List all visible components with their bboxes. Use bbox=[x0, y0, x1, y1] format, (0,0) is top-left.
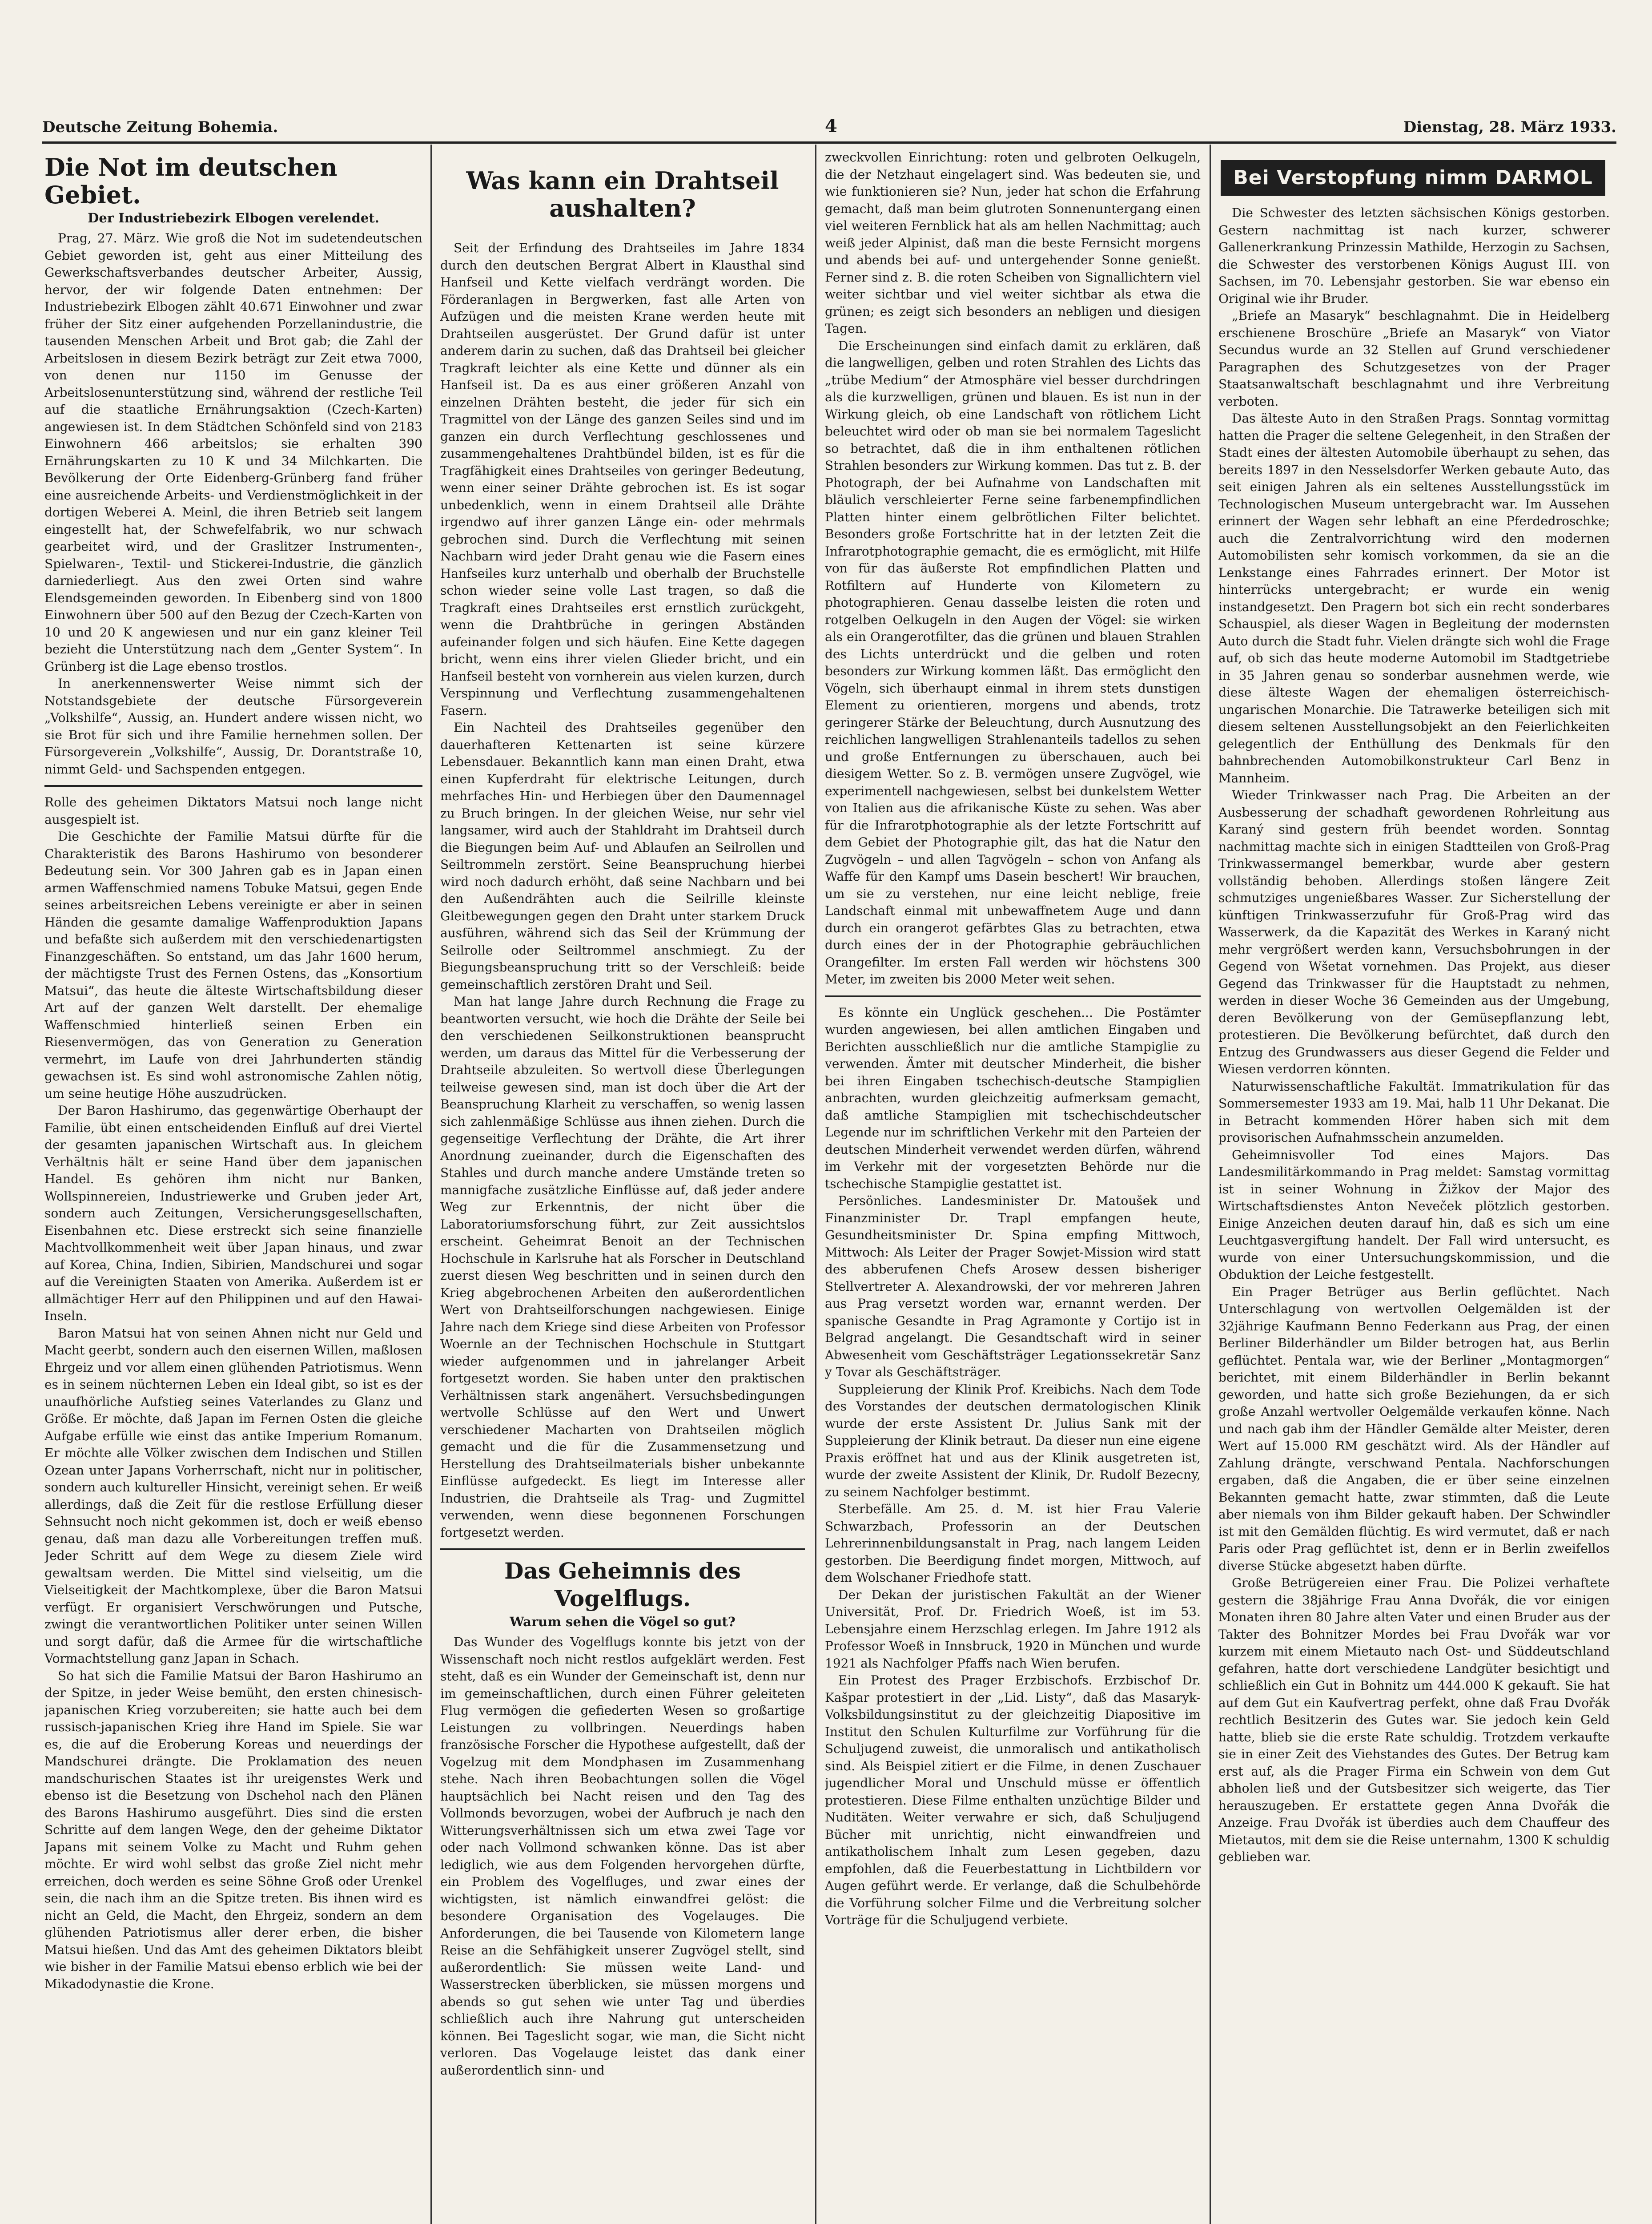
page-number: 4 bbox=[825, 116, 837, 137]
column-4 bbox=[1218, 149, 1610, 2224]
article-paragraph: zweckvollen Einrichtung: roten und gelbroten Oelkugeln, die der Netzhaut eingelagert sind. Was bedeuten sie, und wie funktionieren sie? Nun, jeder hat schon die Erfahrung gemacht, daß man beim glutroten Sonnenuntergang einen viel weiteren Fernblick hat als am hellen Nachmittag; auch weiß jeder Alpinist, daß man die beste Fernsicht morgens und abends bei auf- und untergehender Sonne genießt. Ferner sind z. B. die roten Scheiben von Signallichtern viel weiter sichtbar und viel weiter sichtbar als etwa die grünen; es zeigt sich besonders an nebligen und diesigen Tagen. bbox=[825, 150, 1201, 336]
news-item: Sterbefälle. Am 25. d. M. ist hier Frau Valerie Schwarzbach, Professorin an der Deutschen Lehrerinnenbildungsanstalt in Prag, nach langem Leiden gestorben. Die Beerdigung findet morgen, Mittwoch, auf dem Wolschaner Friedhofe statt. bbox=[825, 1502, 1201, 1585]
article-paragraph: Ein Nachteil des Drahtseiles gegenüber den dauerhafteren Kettenarten ist seine kürzere Lebensdauer. Bekanntlich kann man einen Draht, etwa einen Kupferdraht für elektrische Leitungen, durch mehrfaches Hin- und Herbiegen über den Daumennagel zu Bruch bringen. In der gleichen Weise, nur sehr viel langsamer, wird auch der Stahldraht im Drahtseil durch die Biegungen beim Auf- und Ablaufen an Seilrollen und Seiltrommeln zerstört. Seine Beanspruchung hierbei wird noch dadurch erhöht, daß seine Nachbarn und bei den Außendrähten auch die Seilrille kleinste Gleitbewegungen gegen den Draht unter starkem Druck ausführen, während sich das Seil der Krümmung der Seilrolle oder Seiltrommel anschmiegt. Zu der Biegungsbeanspruchung tritt so der Verschleiß: beide gemeinschaftlich zerstören Draht und Seil. bbox=[440, 720, 805, 992]
news-item: Persönliches. Landesminister Dr. Matoušek und Finanzminister Dr. Trapl empfangen heute, Gesundheitsminister Dr. Spina empfing Mittwoch, Mittwoch: Als Leiter der Prager Sowjet-Mission wird statt des abberufenen Chefs Arosew dessen bisheriger Stellvertreter A. Alexandrowski, der vor mehreren Jahren aus Prag versetzt worden war, ernannt werden. Der spanische Gesandte in Prag Agramonte y Cortijo ist in Belgrad angelangt. Die Gesandtschaft wird in seiner Abwesenheit vom Geschäftsträger Legationssekretär Sanz y Tovar als Geschäftsträger. bbox=[825, 1193, 1201, 1379]
newspaper-name: Deutsche Zeitung Bohemia. bbox=[42, 118, 278, 136]
article-paragraph: Prag, 27. März. Wie groß die Not im sudetendeutschen Gebiet geworden ist, geht aus einer Mitteilung des Gewerkschaftsverbandes deutscher Arbeiter, Aussig, hervor, der wir folgende Daten entnehmen: Der Industriebezirk Elbogen zählt 40.671 Einwohner und zwar früher der Sitz einer aufgehenden Porzellanindustrie, die tausenden Menschen Arbeit und Brot gab; die Zahl der Arbeitslosen in diesem Bezirk beträgt zur Zeit etwa 7000, von denen nur 1150 im Genusse der Arbeitslosenunterstützung sind, während der restliche Teil auf die staatliche Ernährungsaktion (Czech-Karten) angewiesen ist. In dem Städtchen Schönfeld sind von 2183 Einwohnern 466 arbeitslos; sie erhalten 390 Ernährungskarten zu 10 K und 34 Milchkarten. Die Bevölkerung der Orte Eidenberg-Grünberg fand früher eine ausreichende Arbeits- und Verdienstmöglichkeit in der dortigen Weberei A. Meinl, die ihren Betrieb seit langem eingestellt hat, der Schwefelfabrik, wo nur schwach gearbeitet wird, und der Graslitzer Instrumenten-, Spielwaren-, Textil- und Stickerei-Industrie, die gänzlich darniederliegt. Aus den zwei Orten sind wahre Elendsgemeinden geworden. In Eibenberg sind von 1800 Einwohnern über 500 auf den Bezug der Czech-Karten von 10 und 20 K angewiesen und nur ein ganz kleiner Teil bezieht die Unterstützung nach dem „Genter System“. In Grünberg ist die Lage ebenso trostlos. bbox=[44, 231, 422, 674]
article-paragraph: Baron Matsui hat von seinen Ahnen nicht nur Geld und Macht geerbt, sondern auch den eisernen Willen, maßlosen Ehrgeiz und vor allem einen glühenden Patriotismus. Wenn es in seinem nüchternen Leben ein Ideal gibt, so ist es der unaufhörliche Aufstieg seines Vaterlandes zu Glanz und Größe. Er möchte, daß Japan im Fernen Osten die gleiche Aufgabe erfülle wie einst das antike Imperium Romanum. Er möchte alle Völker zwischen dem Indischen und Stillen Ozean unter Japans Vorherrschaft, nicht nur in politischer, sondern auch kultureller Hinsicht, vereinigt sehen. Er weiß allerdings, daß die Zeit für die restlose Erfüllung dieser Sehnsucht noch nicht gekommen ist, doch er weiß ebenso genau, daß man dazu alle Vorbereitungen treffen muß. Jeder Schritt auf dem Wege zu diesem Ziele wird gewaltsam werden. Die Mittel sind vielseitig, um die Vielseitigkeit der Machtkomplexe, über die Baron Matsui verfügt. Er organisiert Verschwörungen und Putsche, zwingt die verantwortlichen Politiker unter seinen Willen und sorgt dafür, daß die Armee für die wirtschaftliche Vormachtstellung ganz Japan in Schach. bbox=[44, 1326, 422, 1666]
article-paragraph: Rolle des geheimen Diktators Matsui noch lange nicht ausgespielt ist. bbox=[44, 795, 422, 827]
column-rule bbox=[1210, 145, 1211, 2224]
news-item: Naturwissenschaftliche Fakultät. Immatrikulation für das Sommersemester 1933 am 19. Mai, halb 11 Uhr Dekanat. Die in Betracht kommenden Hörer haben sich mit dem provisorischen Aufnahmsschein anzumelden. bbox=[1218, 1079, 1610, 1145]
news-item: Es könnte ein Unglück geschehen... Die Postämter wurden angewiesen, bei allen amtlichen Eingaben und Berichten ausschließlich nur die amtliche Stampiglie zu verwenden. Ämter mit deutscher Minderheit, die bisher bei ihren Eingaben tschechisch-deutsche Stampiglien anbrachten, wurden gleichzeitig aufmerksam gemacht, daß amtliche Stampiglien mit tschechischdeutscher Legende nur im schriftlichen Verkehr mit den Parteien der deutschen Minderheit verwendet werden dürfen, während im Verkehr mit der vorgesetzten Behörde nur die tschechische Stampiglie gestattet ist. bbox=[825, 1005, 1201, 1191]
article-paragraph: In anerkennenswerter Weise nimmt sich der Notstandsgebiete der deutsche Fürsorgeverein „Volkshilfe“, Aussig, an. Hundert andere wissen nicht, wo sie Brot für sich und ihre Familie hernehmen sollen. Der Fürsorgeverein „Volkshilfe“, Aussig, Dr. Dorantstraße 10, nimmt Geld- und Sachspenden entgegen. bbox=[44, 676, 422, 777]
news-item: Große Betrügereien einer Frau. Die Polizei verhaftete gestern die 38jährige Frau Anna Dvořák, die vor einigen Monaten ihren 80 Jahre alten Vater und einen Bruder aus der Takter des Bohnitzer Mordes bei Frau Dvořák war vor kurzem mit einem Mietauto nach Ost- und Süddeutschland gefahren, hatte dort verschiedene Landgüter besichtigt und schließlich ein Gut in Bohnitz um 444.000 K gekauft. Sie hat auf dem Gut ein Kaufvertrag perfekt, ohne daß Frau Dvořák rechtlich Besitzerin des Gutes war. Sie jedoch kein Geld hatte, blieb sie die erste Rate schuldig. Trotzdem verkaufte sie in einer Zeit des Viehstandes des Gutes. Der Betrug kam erst auf, als die Prager Firma ein Schwein von dem Gut abholen ließ und der Gutsbesitzer sich weigerte, das Tier herauszugeben. Er erstattete gegen Anna Dvořák die Anzeige. Frau Dvořák ist überdies auch dem Chauffeur des Mietautos, mit dem sie die Reise unternahm, 1300 K schuldig geblieben war. bbox=[1218, 1575, 1610, 1864]
news-item: Das älteste Auto in den Straßen Prags. Sonntag vormittag hatten die Prager die seltene Gelegenheit, in den Straßen der Stadt eines der ältesten Automobile überhaupt zu sehen, das bereits 1897 in den Nesselsdorfer Werken gebaute Auto, das seit einigen Jahren als ein seltenes Ausstellungsstück im Technologischen Museum untergebracht war. Im Aussehen erinnert der Wagen sehr lebhaft an eine Pferdedroschke; auch die Zentralvorrichtung wird den modernen Automobilisten sehr komisch vorkommen, da sie an die Lenkstange eines Fahrrades erinnert. Der Motor ist hinterrücks untergebracht; er wurde ein wenig instandgesetzt. Den Pragern bot sich ein recht sonderbares Schauspiel, als dieser Wagen in Begleitung der modernsten Auto durch die Stadt fuhr. Vielen drängte sich wohl die Frage auf, ob sich das heute moderne Automobil im Stadtgetriebe in 35 Jahren genau so sonderbar ausnehmen werde, wie diese älteste Wagen der ehemaligen österreichisch-ungarischen Monarchie. Die Tatrawerke beteiligen sich mit diesem seltenen Ausstellungsobjekt an den Feierlichkeiten gelegentlich der Enthüllung des Denkmals für den bahnbrechenden Automobilkonstrukteur Carl Benz in Mannheim. bbox=[1218, 411, 1610, 786]
article-paragraph: Man hat lange Jahre durch Rechnung die Frage zu beantworten versucht, wie hoch die Drähte der Seile bei den verschiedenen Seilkonstruktionen beansprucht werden, um daraus das Mittel für die Verbesserung der Drahtseile abzuleiten. So wertvoll diese Überlegungen teilweise gewesen sind, man ist doch über die Art der Beanspruchung Klarheit zu verschaffen, so wenig lassen sich zahlenmäßige Schlüsse aus ihnen ziehen. Durch die gegenseitige Verflechtung der Drähte, die Art ihrer Anordnung zueinander, durch die Eigenschaften des Stahles und durch manche andere Umstände treten so mannigfache zusätzliche Einflüsse auf, daß jeder andere Weg zur Erkenntnis, der nicht über die Laboratoriumsforschung führt, zur Zeit aussichtslos erscheint. Geheimrat Benoit an der Technischen Hochschule in Karlsruhe hat als Forscher in Deutschland zuerst diesen Weg beschritten und in seinen durch den Krieg abgebrochenen Arbeiten den außerordentlichen Wert von Drahtseilforschungen nachgewiesen. Einige Jahre nach dem Kriege sind diese Arbeiten von Professor Woernle an der Technischen Hochschule in Stuttgart wieder aufgenommen und in jahrelanger Arbeit fortgesetzt worden. Sie haben unter den praktischen Verhältnissen stark angenähert. Versuchsbedingungen wertvolle Schlüsse auf den Wert und Unwert verschiedener Macharten von Drahtseilen möglich gemacht und die für die Zusammensetzung und Herstellung des Drahtseilmaterials bisher unbekannte Einflüsse aufgedeckt. Es liegt im Interesse aller Industrien, die Drahtseile als Trag- und Zugmittel verwenden, wenn diese begonnenen Forschungen fortgesetzt werden. bbox=[440, 994, 805, 1540]
column-2 bbox=[440, 149, 805, 2224]
article-paragraph: Die Geschichte der Familie Matsui dürfte für die Charakteristik des Barons Hashirumo von besonderer Bedeutung sein. Vor 300 Jahren gab es in Japan einen armen Waffenschmied namens Tobuke Matsui, gegen Ende seines arbeitsreichen Lebens vereinigte er aber in seinen Händen die gesamte damalige Waffenproduktion Japans und befaßte sich außerdem mit den verschiedenartigsten Finanzgeschäften. So entstand, um das Jahr 1600 herum, der mächtigste Trust des Fernen Ostens, das „Konsortium Matsui“, das heute die älteste Wirtschaftsbildung dieser Art auf der ganzen Welt darstellt. Der ehemalige Waffenschmied hinterließ seinen Erben ein Riesenvermögen, das von Generation zu Generation vermehrt, im Laufe von drei Jahrhunderten ständig gewachsen ist. Es sind wohl astronomische Zahlen nötig, um seine heutige Höhe auszudrücken. bbox=[44, 829, 422, 1101]
article-separator bbox=[44, 785, 422, 787]
article-paragraph: So hat sich die Familie Matsui der Baron Hashirumo an der Spitze, in jeder Weise bemüht, den ersten chinesisch-japanischen Krieg vorzubereiten; sie hatte auch bei dem russisch-japanischen Krieg ihre Hand im Spiele. Sie war es, die auf die Eroberung Koreas und neuerdings der Mandschurei drängte. Die Proklamation des neuen mandschurischen Staates ist ihr ureigenstes Werk und ebenso ist die Besetzung von Dschehol nach den Plänen des Barons Hashirumo ausgeführt. Dies sind die ersten Schritte auf dem langen Wege, den der geheime Diktator Japans mit seinem Volke zu Macht und Ruhm gehen möchte. Er wird wohl selbst das große Ziel nicht mehr erreichen, doch werden es seine Söhne Groß oder Urenkel sein, die nach ihm an die Spitze treten. Bis ihnen wird es nicht an Geld, die Macht, den Ehrgeiz, sondern an dem glühenden Patriotismus aller derer erben, die bisher Matsui hießen. Und das Amt des geheimen Diktators bleibt wie bisher in der Familie Matsui ebenso erblich wie bei der Mikadodynastie die Krone. bbox=[44, 1668, 422, 1991]
news-item: Suppleierung der Klinik Prof. Kreibichs. Nach dem Tode des Vorstandes der deutschen dermatologischen Klinik wurde der erste Assistent Dr. Julius Sank mit der Suppleierung der Klinik betraut. Da dieser nun eine eigene Praxis eröffnet hat und aus der Klinik ausgetreten ist, wurde der zweite Assistent der Klinik, Dr. Rudolf Bezecny, zu seinem Nachfolger bestimmt. bbox=[825, 1382, 1201, 1499]
news-item: Der Dekan der juristischen Fakultät an der Wiener Universität, Prof. Dr. Friedrich Woeß, ist im 53. Lebensjahre einem Herzschlag erlegen. Im Jahre 1912 als Professor Woeß in Innsbruck, 1920 in München und wurde 1921 als Nachfolger Pfaffs nach Wien berufen. bbox=[825, 1587, 1201, 1671]
news-item: „Briefe an Masaryk“ beschlagnahmt. Die in Heidelberg erschienene Broschüre „Briefe an Masaryk“ von Viator Secundus wurde an 32 Stellen auf Grund verschiedener Paragraphen des Schutzgesetzes von der Prager Staatsanwaltschaft beschlagnahmt und ihre Verbreitung verboten. bbox=[1218, 308, 1610, 409]
news-item: Ein Prager Betrüger aus Berlin geflüchtet. Nach Unterschlagung von wertvollen Oelgemälden ist der 32jährige Kaufmann Benno Federkann aus Prag, der einen Berliner Bilderhändler um Bilder betrogen hat, aus Berlin geflüchtet. Pentala war, wie der Berliner „Montagmorgen“ berichtet, mit einem Bilderhändler in Berlin bekannt geworden, und hatte sich große Beziehungen, da er sich große Anzahl wertvoller Oelgemälde verkaufen könne. Nach und nach gab ihm der Händler Gemälde alter Meister, deren Wert auf 15.000 RM geschätzt wird. Als der Händler auf Zahlung drängte, verschwand Pentala. Nachforschungen ergaben, daß die Angaben, die er über seine einzelnen Bekannten gemacht hatte, zwar stimmten, daß die Leute aber niemals von ihm Bilder gekauft haben. Der Schwindler ist mit den Gemälden flüchtig. Es wird vermutet, daß er nach Paris oder Prag geflüchtet ist, denn er in Berlin zweifellos diverse Stücke abgesetzt haben dürfte. bbox=[1218, 1284, 1610, 1573]
article-paragraph: Die Erscheinungen sind einfach damit zu erklären, daß die langwelligen, gelben und roten Strahlen des Lichts das „trübe Medium“ der Atmosphäre viel besser durchdringen als die kurzwelligen, grünen und blauen. Es ist nun in der Wirkung gleich, ob eine Landschaft von rötlichem Licht beleuchtet wird oder ob man sie bei normalem Tageslicht so betrachtet, daß die in ihm enthaltenen rötlichen Strahlen besonders zur Wirkung kommen. Das tut z. B. der Photograph, der bei Aufnahme von Landschaften mit bläulich verschleierter Ferne seine farbenempfindlichen Platten hinter einem gelbrötlichen Filter belichtet. Besonders große Fortschritte hat in der letzten Zeit die Infrarotphotographie gemacht, die es ermöglicht, mit Hilfe von für das äußerste Rot empfindlichen Platten und Rotfiltern auf Hunderte von Kilometern zu photographieren. Genau dasselbe leisten die roten und rotgelben Oelkugeln in den Augen der Vögel: sie wirken als ein Orangerotfilter, das die grünen und blauen Strahlen des Lichts unterdrückt und die gelben und roten besonders zur Wirkung kommen läßt. Das ermöglicht den Vögeln, sich überhaupt einmal in ihrem stets dunstigen Element zu orientieren, morgens und abends, trotz geringerer Stärke der Beleuchtung, durch Ausnutzung des reichlichen langwelligen Strahlenanteils tadellos zu sehen und große Entfernungen zu überschauen, auch bei diesigem Wetter. So z. B. vermögen unsere Zugvögel, wie experimentell nachgewiesen, selbst bei dunkelstem Wetter von Italien aus die afrikanische Küste zu sehen. Was aber für die Infrarotphotographie als der letzte Fortschritt auf dem Gebiet der Photographie gilt, das hat die Natur den Zugvögeln – und allen Tagvögeln – schon von Anfang als Waffe für den Kampf ums Dasein beschert! Wir brauchen, um sie zu verstehen, nur eine leicht neblige, freie Landschaft einmal mit unbewaffnetem Auge und dann durch ein orangerot gefärbtes Glas zu betrachten, etwa durch eines der in der Photographie gebräuchlichen Orangefilter. Im ersten Fall werden wir höchstens 300 Meter, im zweiten bis 2000 Meter weit sehen. bbox=[825, 338, 1201, 987]
article-title-not: Die Not im deutschen Gebiet. bbox=[44, 153, 338, 209]
news-item: Ein Protest des Prager Erzbischofs. Erzbischof Dr. Kašpar protestiert in der „Lid. Listy“, daß das Masaryk-Volksbildungsinstitut zu der gleichzeitig Diapositive im Institut den Schulen Kulturfilme zur Vorführung für die Schuljugend zuweist, die unmoralisch und antikatholisch sind. Als Beispiel zitiert er die Filme, in denen Zuschauer jugendlicher Moral und Unschuld müsse er öffentlich protestieren. Diese Filme enthalten unzüchtige Bilder und Nuditäten. Weiter verwahre er sich, daß Schuljugend Bücher mit unrichtig, nicht einwandfreien und antikatholischem Inhalt zum Lesen gegeben, dazu empfohlen, daß die Feuerbestattung in Lichtbildern vor Augen geführt werde. Er verlange, daß die Schulbehörde die Vorführung solcher Filme und die Verbreitung solcher Vorträge für die Schuljugend verbiete. bbox=[825, 1673, 1201, 1927]
article-separator bbox=[440, 1548, 805, 1550]
article-paragraph: Das Wunder des Vogelflugs konnte bis jetzt von der Wissenschaft noch nicht restlos aufgeklärt werden. Fest steht, daß es ein Wunder der Gemeinschaft ist, denn nur im gemeinschaftlichen, durch einen Führer geleiteten Flug vermögen die gefiederten Wesen so großartige Leistungen zu vollbringen. Neuerdings haben französische Forscher die Hypothese aufgestellt, daß der Vogelzug mit dem Mondphasen im Zusammenhang stehe. Nach ihren Beobachtungen sollen die Vögel hauptsächlich bei Nacht reisen und den Tag des Vollmonds bevorzugen, wobei der Aufbruch je nach den Witterungsverhältnissen sich um etwa zwei Tage vor oder nach Vollmond schwanken könne. Das ist aber lediglich, wie aus dem Folgenden hervorgehen dürfte, ein Problem des Vogelfluges, und zwar eines der wichtigsten, ist nämlich einwandfrei gelöst: die besondere Organisation des Vogelauges. Die Anforderungen, die bei Tausende von Kilometern lange Reise an die Sehfähigkeit unserer Zugvögel stellt, sind außerordentlich: Sie müssen weite Land- und Wasserstrecken überblicken, sie müssen morgens und abends so gut sehen wie unter Tag und überdies schließlich auch ihre Nahrung gut unterscheiden können. Bei Tageslicht sogar, wie man, die Sicht nicht verloren. Das Vogelauge leistet das dank einer außerordentlich sinn- und bbox=[440, 1635, 805, 2078]
darmol-advertisement: Bei Verstopfung nimm DARMOL bbox=[1221, 160, 1605, 196]
column-3 bbox=[825, 149, 1201, 2224]
article-subtitle: Der Industriebezirk Elbogen verelendet. bbox=[88, 210, 379, 226]
article-paragraph: Der Baron Hashirumo, das gegenwärtige Oberhaupt der Familie, übt einen entscheidenden Einfluß auf drei Viertel der gesamten japanischen Wirtschaft aus. In gleichem Verhältnis hält er seine Hand über dem japanischen Handel. Es gehören ihm nicht nur Banken, Wollspinnereien, Industriewerke und Gruben jeder Art, sondern auch Zeitungen, Versicherungsgesellschaften, Eisenbahnen etc. Diese erstreckt sich seine finanzielle Machtvollkommenheit weit über Japan hinaus, und zwar auf Korea, China, Indien, Sibirien, Mandschurei und sogar auf die Vereinigten Staaten von Amerika. Außerdem ist er allmächtiger Herr auf den Philippinen und auf den Hawai-Inseln. bbox=[44, 1103, 422, 1323]
column-1 bbox=[44, 149, 422, 2224]
article-title-drahtseil: Was kann ein Drahtseil aushalten? bbox=[466, 166, 779, 222]
article-title-vogelflug: Das Geheimnis des Vogelflugs. bbox=[504, 1558, 741, 1612]
news-item: Geheimnisvoller Tod eines Majors. Das Landesmilitärkommando in Prag meldet: Samstag vormittag ist in seiner Wohnung in Žižkov der Major des Wirtschaftsdienstes Anton Neveček plötzlich gestorben. Einige Anzeichen deuten darauf hin, daß es sich um eine Leuchtgasvergiftung handelt. Der Fall wird untersucht, es wurde von einer Untersuchungskommission, und die Obduktion der Leiche festgestellt. bbox=[1218, 1147, 1610, 1282]
news-item: Wieder Trinkwasser nach Prag. Die Arbeiten an der Ausbesserung der schadhaft gewordenen Rohrleitung aus Karaný sind gestern früh beendet worden. Sonntag nachmittag machte sich in einigen Stadtteilen von Groß-Prag Trinkwassermangel bemerkbar, wurde aber gestern vollständig behoben. Allerdings stoßen längere Zeit schmutziges ungenießbares Wasser. Zur Sicherstellung der künftigen Trinkwasserzufuhr für Groß-Prag wird das Wasserwerk, da die Kapazität des Werkes in Karaný nicht mehr vergrößert werden kann, Versuchsbohrungen in der Gegend von Wšetat vornehmen. Das Projekt, aus dieser Gegend das Trinkwasser für die Hauptstadt zu nehmen, werden in dieser Woche 36 Gemeinden aus der Umgebung, deren Bevölkerung von der Gemüsepflanzung lebt, protestieren. Die Bevölkerung befürchtet, daß durch den Entzug des Grundwassers aus dieser Gegend die Felder und Wiesen verdorren könnten. bbox=[1218, 788, 1610, 1076]
article-separator bbox=[825, 995, 1201, 997]
news-item: Die Schwester des letzten sächsischen Königs gestorben. Gestern nachmittag ist nach kurzer, schwerer Gallenerkrankung Prinzessin Mathilde, Herzogin zu Sachsen, die Schwester des verstorbenen Königs August III. von Sachsen, im 70. Lebensjahr gestorben. Sie war ebenso ein Original wie ihr Bruder. bbox=[1218, 205, 1610, 306]
article-subtitle: Warum sehen die Vögel so gut? bbox=[510, 1614, 736, 1629]
article-paragraph: Seit der Erfindung des Drahtseiles im Jahre 1834 durch den deutschen Bergrat Albert in Klausthal sind Hanfseil und Kette vielfach verdrängt worden. Die Förderanlagen in Bergwerken, fast alle Arten von Aufzügen und die meisten Krane werden heute mit Drahtseilen ausgerüstet. Der Grund dafür ist unter anderem darin zu suchen, daß das Drahtseil bei gleicher Tragkraft leichter als eine Kette und dünner als ein Hanfseil ist. Da es aus einer größeren Anzahl von einzelnen Drähten besteht, die jeder für sich ein Tragmittel von der Länge des ganzen Seiles sind und im ganzen ein durch Verflechtung geschlossenes und zusammengehaltenes Drahtbündel bilden, ist es für die Tragfähigkeit eines Drahtseiles von geringer Bedeutung, wenn einer seiner Drähte gebrochen ist. Es ist sogar unbedenklich, wenn in einem Drahtseil alle Drähte irgendwo auf ihrer ganzen Länge ein- oder mehrmals gebrochen sind. Durch die Verflechtung mit seinen Nachbarn wird jeder Draht genau wie die Fasern eines Hanfseiles kurz unterhalb und oberhalb der Bruchstelle schon wieder seine volle Last tragen, so daß die Tragkraft eines Drahtseiles erst ernstlich zurückgeht, wenn die Drahtbrüche in geringen Abständen aufeinander folgen und sich häufen. Eine Kette dagegen bricht, wenn eins ihrer vielen Glieder bricht, und ein Hanfseil besteht von vornherein aus vielen kurzen, durch Verspinnung und Verflechtung zusammengehaltenen Fasern. bbox=[440, 241, 805, 718]
issue-date: Dienstag, 28. März 1933. bbox=[1403, 118, 1616, 136]
page-header bbox=[42, 115, 1616, 144]
column-rule bbox=[430, 145, 432, 2224]
column-rule bbox=[815, 145, 816, 2224]
